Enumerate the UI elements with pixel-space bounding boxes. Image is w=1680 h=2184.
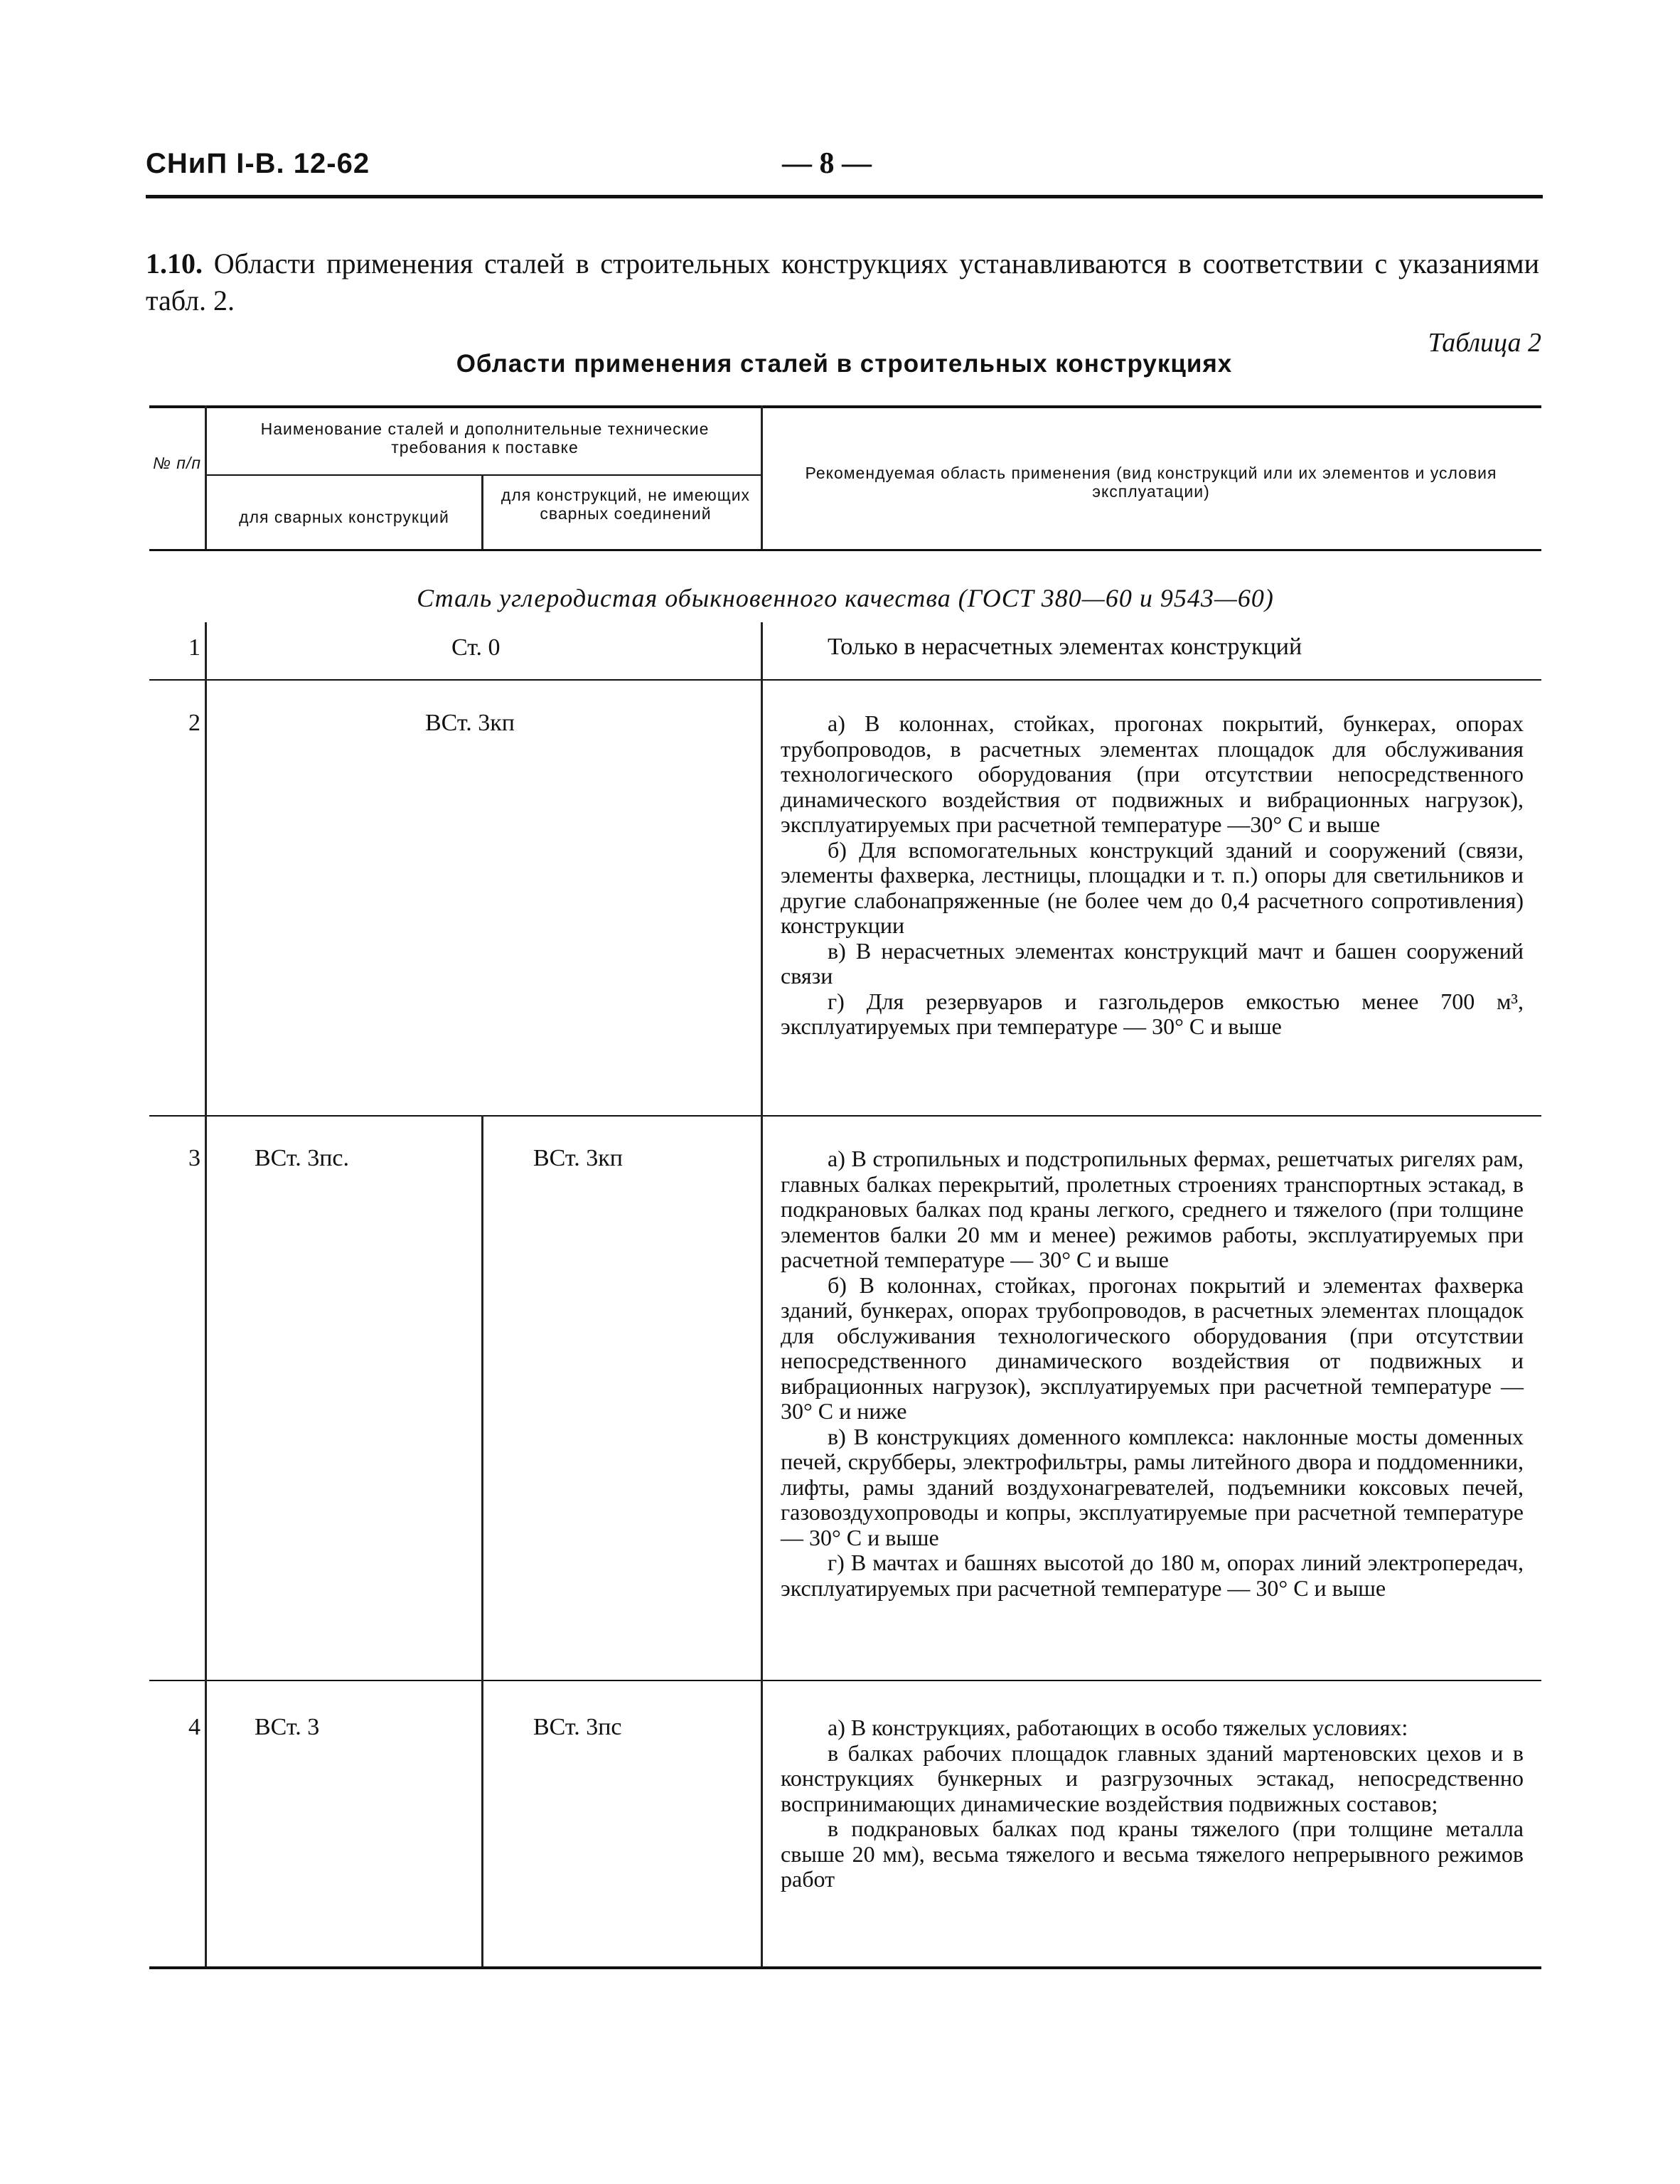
steel-welded: Ст. 0 [451,634,501,661]
application-paragraph: г) В мачтах и башнях высотой до 180 м, опорах линий электропередач, эксплуатируемых при расчетной температуре — 30° С и выше [781,1550,1524,1601]
row-number: 3 [188,1145,200,1171]
application-paragraph: а) В стропильных и подстропильных фермах, решетчатых ригелях рам, главных балках перекрытий, пролетных строениях транспортных эстакад, в подкрановых балках под краны легкого, среднего и тяжелого (при толщине элементов балки 20 мм и менее) режимов работы, эксплуатируемых при расчетной температуре — 30° С и выше [781,1146,1524,1272]
table-title: Области применения сталей в строительных конструкциях [456,350,1233,378]
col-rule-app-header [761,405,763,549]
header-bottom-rule [149,549,1541,551]
application-text [781,711,1524,1040]
steel-application-table [149,405,1541,1970]
intro-paragraph [146,245,1539,319]
row-rule-3 [149,1680,1541,1681]
col-rule-mid-body [481,1115,483,1966]
table-label: Таблица 2 [1428,328,1541,358]
row-number: 1 [188,634,200,661]
section-carbon-steel: Сталь углеродистая обыкновенного качества (ГОСТ 380—60 и 9543—60) [417,584,1274,612]
steel-non-welded: ВСт. 3кп [533,1145,623,1171]
application-paragraph: в подкрановых балках под краны тяжелого (при толщине металла свыше 20 мм), весьма тяжелого и весьма тяжелого непрерывного режимов работ [781,1816,1524,1892]
application-paragraph: в) В конструкциях доменного комплекса: наклонные мосты доменных печей, скрубберы, электрофильтры, рамы литейного двора и поддоменники, лифты, рамы зданий воздухонагревателей, подъемники коксовых печей, газовоздухопроводы и копры, эксплуатируемые при расчетной температуре — 30° С и выше [781,1423,1524,1550]
table-top-rule [149,405,1541,408]
header-names-group: Наименование сталей и дополнительные технические требования к поставке [260,420,710,457]
col-rule-mid-header [481,474,483,549]
application-text [781,1146,1524,1601]
application-paragraph: а) В конструкциях, работающих в особо тяжелых условиях: [828,1715,1408,1740]
steel-welded: ВСт. 3кп [425,710,515,736]
row-number: 2 [188,710,200,736]
header-application: Рекомендуемая область применения (вид конструкций или их элементов и условия эксплуатации) [805,464,1497,501]
application-paragraph: в балках рабочих площадок главных зданий мартеновских цехов и в конструкциях бункерных и разгрузочных эстакад, непосредственно воспринимающих динамические воздействия подвижных составов; [781,1740,1524,1816]
steel-welded: ВСт. 3 [255,1714,320,1740]
header-welded: для сварных конструкций [239,508,449,526]
page-number: — 8 — [782,147,872,180]
application-text [781,634,1524,660]
application-paragraph: б) Для вспомогательных конструкций зданий и сооружений (связи, элементы фахверка, лестницы, площадки и т. п.) опоры для светильников и другие слабонапряженные (не более чем до 0,4 расчетного сопротивления) конструкции [781,836,1524,938]
steel-non-welded: ВСт. 3пс [533,1714,622,1740]
row-rule-2 [149,1115,1541,1117]
header-num: № п/п [152,454,201,472]
application-paragraph: в) В нерасчетных элементах конструкций мачт и башен сооружений связи [781,937,1524,989]
clause-number: 1.10. [146,247,203,279]
col-rule-app-body [761,679,763,1966]
application-paragraph: г) Для резервуаров и газгольдеров емкостью менее 700 м³, эксплуатируемых при температуре — 30° С и выше [781,988,1524,1039]
col-rule-app-r1 [761,622,763,679]
clause-text: Области применения сталей в строительных конструкциях устанавливаются в соответствии с указаниями табл. 2. [146,247,1540,316]
col-rule-num-r1 [205,622,207,679]
row-number: 4 [188,1714,200,1740]
col-rule-num-body [205,679,207,1966]
application-paragraph: б) В колоннах, стойках, прогонах покрытий и элементах фахверка зданий, бункерах, опорах трубопроводов, в расчетных элементах площадок для обслуживания технологического оборудования (при отсутствии непосредственного динамического воздействия от подвижных и вибрационных нагрузок), эксплуатируемых при расчетной температуре — 30° С и ниже [781,1272,1524,1424]
header-non-welded: для конструкций, не имеющих сварных соединений [501,486,751,523]
application-paragraph: Только в нерасчетных элементах конструкций [828,634,1302,660]
col-rule-num-header [205,405,207,549]
table-bottom-rule [149,1966,1541,1969]
application-paragraph: а) В колоннах, стойках, прогонах покрытий, бункерах, опорах трубопроводов, в расчетных элементах площадок для обслуживания технологического оборудования (при отсутствии непосредственного динамического воздействия от подвижных и вибрационных нагрузок), эксплуатируемых при расчетной температуре —30° С и выше [781,710,1524,837]
steel-welded: ВСт. 3пс. [255,1145,349,1171]
document-code: СНиП I-В. 12-62 [146,148,370,179]
row-rule-1 [149,679,1541,681]
application-text [781,1715,1524,1892]
header-rule [146,195,1543,198]
